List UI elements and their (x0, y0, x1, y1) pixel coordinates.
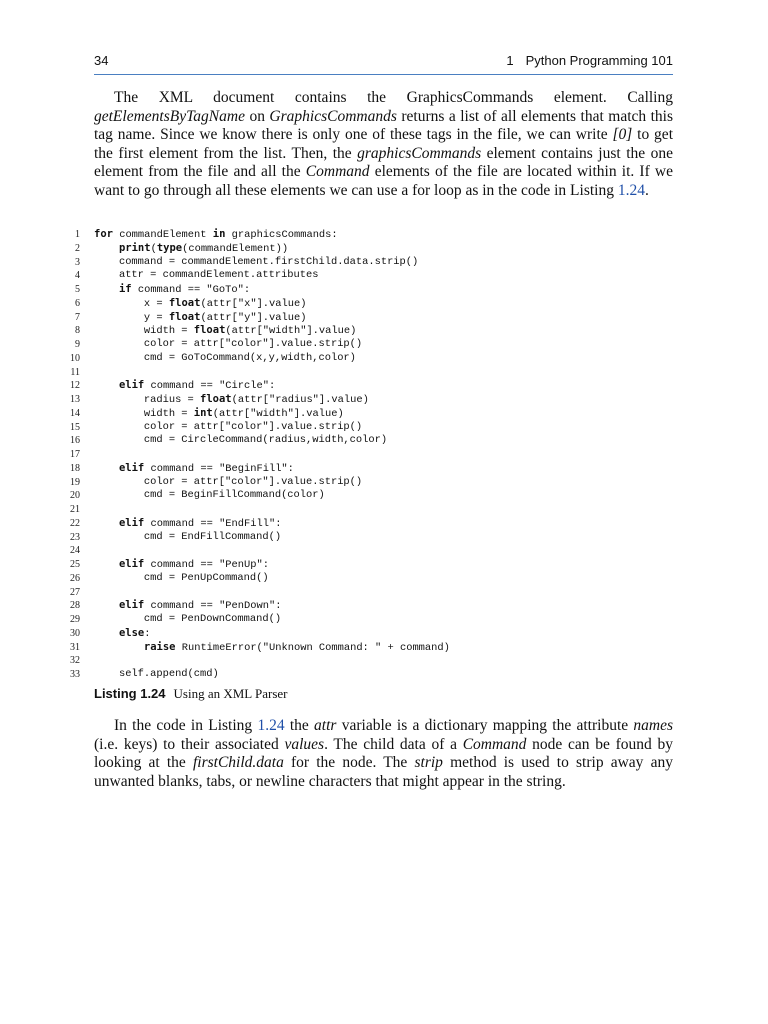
code-line (70, 613, 684, 627)
code-text (94, 627, 151, 642)
code-indent (94, 559, 119, 571)
code-indent (94, 284, 119, 296)
code-keyword: in (212, 228, 226, 240)
italic-term: names (633, 717, 674, 734)
code-indent (94, 408, 144, 420)
code-token: cmd = BeginFillCommand(color) (143, 489, 325, 502)
code-token: (attr["x"].value) (200, 297, 307, 310)
line-number: 32 (70, 655, 80, 667)
code-line (70, 351, 684, 366)
code-token: cmd = PenUpCommand() (143, 571, 269, 584)
line-number: 6 (75, 297, 80, 309)
code-line (70, 448, 684, 462)
code-text (94, 393, 369, 408)
code-token: command == "Circle": (144, 380, 276, 393)
code-keyword: elif (118, 379, 145, 392)
code-indent (94, 269, 119, 281)
code-token: : (144, 627, 151, 640)
code-text (94, 668, 219, 682)
italic-term: getElementsByTagName (94, 107, 245, 125)
code-line (70, 599, 684, 613)
code-line (70, 393, 684, 407)
code-token: attr = commandElement.attributes (118, 269, 319, 282)
code-token: command == "EndFill": (144, 517, 282, 530)
line-number: 9 (75, 339, 80, 350)
line-number: 10 (70, 352, 80, 364)
code-line (70, 489, 684, 503)
code-token: cmd = GoToCommand(x,y,width,color) (143, 351, 356, 364)
code-indent (94, 642, 144, 654)
code-token: (attr["width"].value) (225, 325, 357, 338)
text-span: element contains just the one element from the file and all the (94, 144, 673, 181)
code-text (94, 613, 281, 627)
line-number: 8 (75, 325, 80, 337)
line-number: 33 (70, 669, 80, 680)
code-indent (94, 243, 119, 255)
line-number: 18 (70, 462, 80, 474)
code-token: width = (143, 407, 194, 420)
code-token: command == "PenDown": (144, 600, 282, 613)
code-line (75, 324, 684, 338)
code-indent (94, 613, 144, 625)
code-indent (94, 668, 119, 680)
text-span: . (644, 181, 649, 199)
code-keyword: float (200, 393, 232, 405)
text-span: returns a list of all elements that match this tag name. Since we know there is only one of these tags in the file, we can write (94, 107, 673, 144)
code-indent (94, 476, 144, 488)
code-token: cmd = CircleCommand(radius,width,color) (143, 434, 388, 447)
text-span: The XML document contains the GraphicsCommands element. Calling (114, 89, 673, 106)
code-token: y = (143, 311, 169, 324)
paragraph-intro (94, 89, 673, 201)
line-number: 2 (75, 242, 80, 254)
code-token: ( (150, 242, 157, 255)
code-keyword: elif (118, 558, 145, 570)
code-line (70, 558, 684, 572)
caption-label: Listing 1.24 (94, 686, 166, 701)
listing-caption (94, 686, 673, 702)
code-indent (94, 338, 144, 350)
italic-term: GraphicsCommands (269, 107, 397, 125)
line-number: 27 (70, 586, 80, 598)
code-line (70, 571, 684, 586)
line-number: 20 (70, 490, 80, 502)
code-keyword: print (118, 241, 151, 254)
code-indent (94, 434, 144, 446)
code-text (94, 297, 306, 312)
code-line (70, 544, 684, 558)
code-text (94, 352, 356, 366)
text-span: method is used to strip away any unwanted blanks, tabs, or newline characters that might appear in the string. (94, 754, 673, 790)
code-indent (94, 628, 119, 640)
page-number: 34 (94, 53, 109, 68)
text-span: node can be found by looking at the (94, 735, 673, 772)
code-token: cmd = EndFillCommand() (143, 530, 282, 543)
code-line (75, 228, 684, 242)
code-line (70, 406, 684, 421)
code-text (94, 558, 269, 573)
code-indent (94, 600, 119, 612)
code-indent (94, 489, 144, 501)
line-number: 26 (70, 572, 80, 584)
code-listing (70, 228, 684, 682)
line-number: 24 (70, 545, 80, 557)
line-number: 31 (70, 641, 80, 653)
italic-term: values (284, 735, 325, 753)
caption-text: Using an XML Parser (173, 686, 288, 701)
code-indent (94, 298, 144, 310)
code-keyword: else (118, 626, 145, 639)
line-number: 4 (75, 270, 80, 282)
code-line (75, 255, 684, 270)
code-line (75, 338, 684, 352)
text-span: for the node. The (283, 754, 415, 772)
line-number: 16 (70, 435, 80, 447)
code-text (94, 476, 362, 490)
line-number: 28 (70, 600, 80, 612)
code-line (70, 668, 684, 682)
code-indent (94, 352, 144, 364)
code-token: command = commandElement.firstChild.data.strip() (118, 255, 419, 268)
code-text (94, 641, 450, 656)
line-number: 3 (75, 256, 80, 268)
code-line (75, 310, 684, 325)
code-text (94, 599, 281, 614)
listing-reference-link[interactable]: 1.24 (617, 181, 645, 199)
code-indent (94, 325, 144, 337)
line-number: 17 (70, 449, 80, 460)
line-number: 14 (70, 407, 80, 419)
code-keyword: elif (118, 516, 145, 529)
code-indent (94, 256, 119, 268)
code-indent (94, 394, 144, 406)
code-token: RuntimeError("Unknown Command: " + command) (175, 641, 450, 654)
code-keyword: elif (118, 461, 145, 474)
code-token: color = attr["color"].value.strip() (143, 475, 363, 488)
code-token: cmd = PenDownCommand() (143, 613, 282, 625)
italic-term: Command (305, 163, 370, 181)
chapter-title: Python Programming 101 (525, 53, 673, 68)
code-keyword: for (94, 228, 113, 240)
code-text (94, 421, 362, 435)
code-line (70, 434, 684, 448)
text-span: In the code in Listing (114, 717, 258, 734)
line-number: 30 (70, 627, 80, 639)
code-line (75, 296, 684, 311)
line-number: 25 (70, 559, 80, 570)
code-token: self.append(cmd) (118, 668, 219, 680)
code-line (70, 420, 684, 435)
code-text (94, 434, 387, 448)
code-keyword: elif (118, 599, 145, 612)
code-token: command == "PenUp": (144, 559, 269, 571)
code-text (94, 489, 325, 503)
italic-term: [0] (612, 126, 633, 144)
code-text (94, 407, 344, 422)
code-token: x = (143, 297, 169, 310)
header-rule (94, 74, 673, 75)
code-indent (94, 572, 144, 584)
code-token: commandElement (112, 229, 213, 241)
code-token: (commandElement)) (182, 242, 289, 255)
code-indent (94, 312, 144, 324)
running-header (94, 52, 673, 72)
code-line (70, 379, 684, 393)
code-line (70, 461, 684, 476)
code-keyword: float (168, 310, 201, 323)
italic-term: strip (414, 754, 443, 772)
code-text (94, 256, 418, 270)
code-line (70, 503, 684, 517)
line-number: 1 (75, 229, 80, 240)
code-keyword: int (193, 406, 213, 419)
italic-term: graphicsCommands (357, 144, 482, 162)
code-text (94, 379, 275, 394)
code-indent (94, 380, 119, 392)
line-number: 11 (70, 366, 80, 378)
code-line (70, 586, 684, 600)
chapter-number: 1 (506, 53, 514, 68)
code-indent (94, 421, 144, 433)
code-token: (attr["y"].value) (200, 311, 307, 324)
code-text (94, 531, 281, 545)
text-span: (i.e. keys) to their associated (94, 735, 285, 753)
line-number: 12 (70, 380, 80, 392)
text-span: the (284, 717, 315, 734)
code-indent (94, 518, 119, 530)
text-span: on (244, 107, 270, 125)
text-span: variable is a dictionary mapping the attribute (336, 717, 634, 734)
code-text (94, 517, 281, 532)
code-line (75, 283, 684, 297)
italic-term: firstChild.data (192, 754, 284, 772)
code-line (70, 654, 684, 668)
line-number: 13 (70, 394, 80, 405)
code-line (70, 366, 684, 380)
text-span: elements of the file are located within it. If we want to go through all these elements we can use a for loop as in the code in Listing (94, 163, 674, 199)
line-number: 21 (70, 504, 80, 515)
code-token: width = (143, 325, 194, 338)
code-keyword: float (168, 296, 201, 309)
code-text (94, 572, 269, 586)
code-keyword: float (193, 324, 226, 337)
code-keyword: type (156, 241, 183, 254)
code-text (94, 228, 338, 243)
listing-reference-link[interactable]: 1.24 (257, 717, 285, 734)
code-token: command == "GoTo": (131, 284, 251, 296)
line-number: 22 (70, 517, 80, 529)
chapter-heading (506, 53, 673, 68)
code-text (94, 269, 319, 283)
code-line (70, 626, 684, 641)
text-span: . The child data of a (324, 735, 463, 753)
code-token: color = attr["color"].value.strip() (143, 338, 363, 350)
code-line (75, 241, 684, 256)
code-token: radius = (143, 394, 201, 406)
code-text (94, 283, 250, 298)
line-number: 7 (75, 311, 80, 323)
code-text (94, 324, 356, 339)
code-line (70, 530, 684, 545)
code-keyword: raise (143, 640, 176, 653)
code-token: color = attr["color"].value.strip() (143, 420, 363, 433)
code-text (94, 311, 306, 326)
code-token: (attr["radius"].value) (231, 394, 369, 406)
code-keyword: if (118, 283, 132, 295)
code-line (70, 475, 684, 490)
line-number: 29 (70, 614, 80, 625)
paragraph-explanation (94, 717, 673, 791)
line-number: 5 (75, 284, 80, 295)
line-number: 23 (70, 531, 80, 543)
code-text (94, 242, 288, 257)
code-token: (attr["width"].value) (212, 407, 344, 420)
code-line (70, 516, 684, 531)
code-token: command == "BeginFill": (144, 462, 294, 475)
code-indent (94, 531, 144, 543)
line-number: 19 (70, 476, 80, 488)
code-line (75, 269, 684, 283)
code-text (94, 462, 294, 477)
code-line (70, 640, 684, 655)
text-span: to get the first element from the list. Then, the (94, 126, 673, 162)
code-text (94, 338, 362, 352)
italic-term: attr (314, 717, 337, 734)
code-token: graphicsCommands: (225, 229, 338, 241)
italic-term: Command (462, 735, 527, 753)
code-indent (94, 463, 119, 475)
line-number: 15 (70, 421, 80, 433)
